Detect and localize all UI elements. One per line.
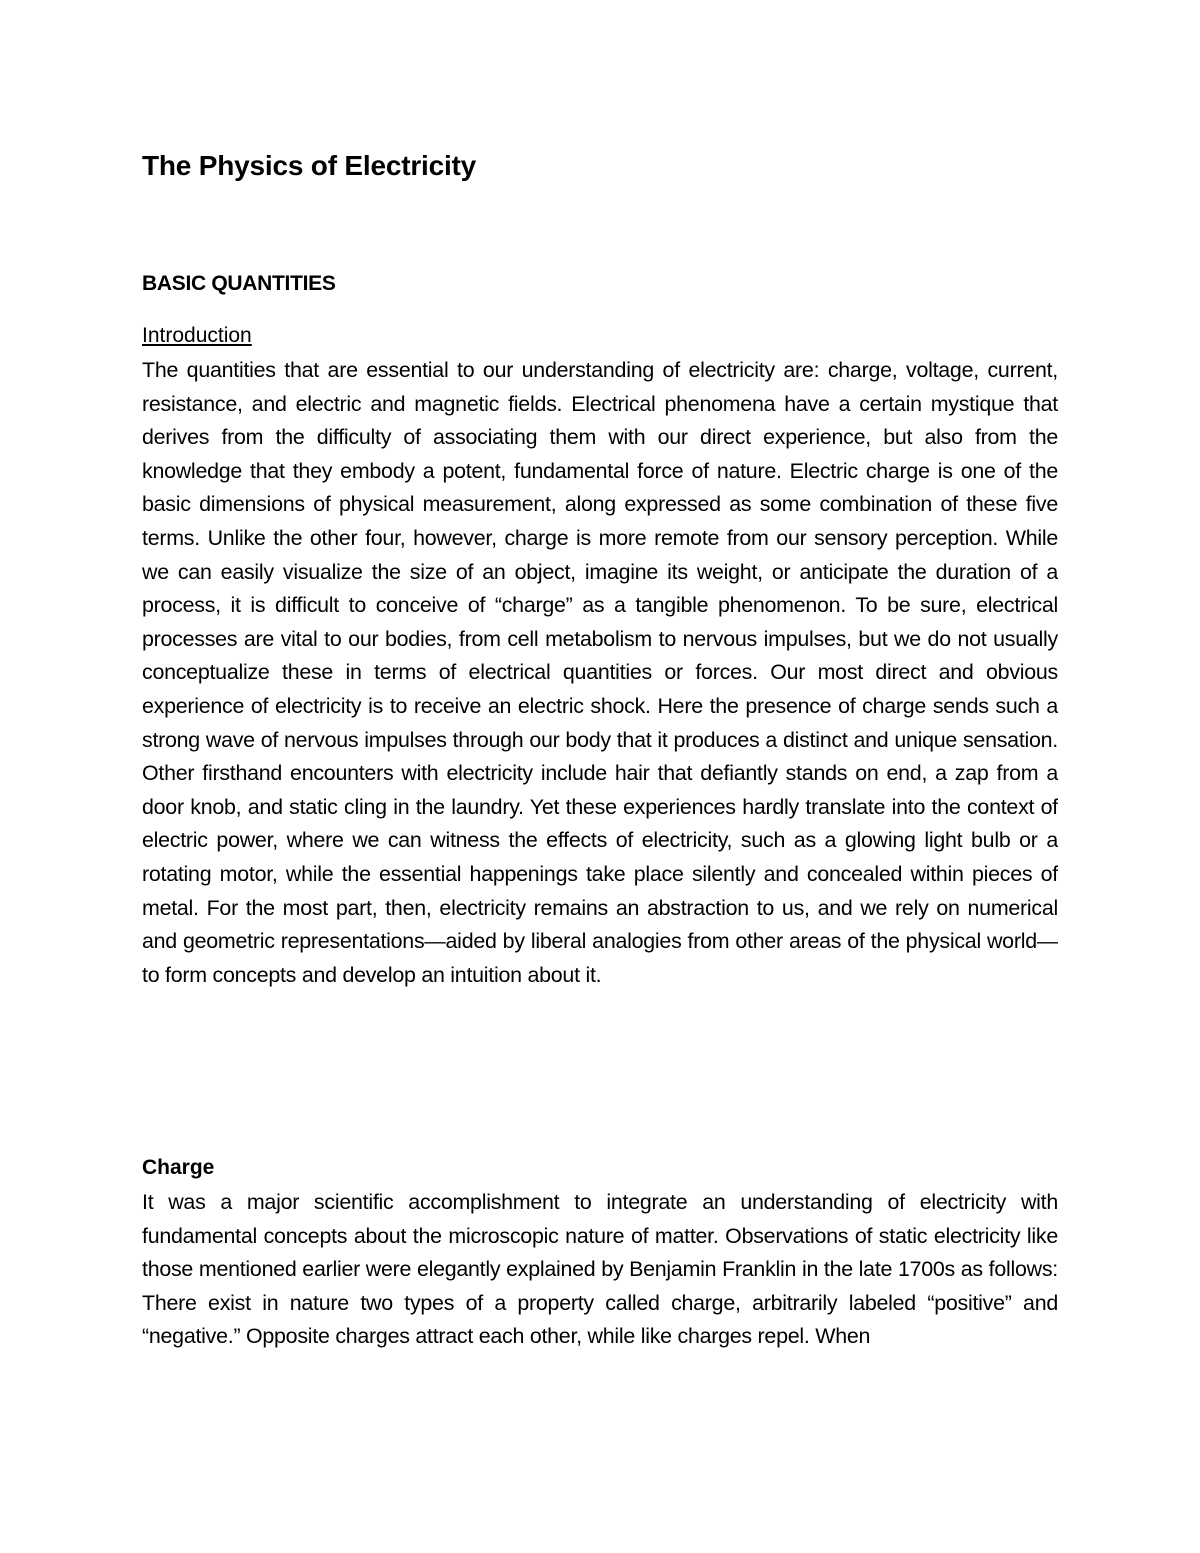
introduction-paragraph: The quantities that are essential to our understanding of electricity are: charge, voltage, current, resistance, and electric and magnetic fields. Electrical phenomena have a certain mystique that derives from the difficulty of associating them with our direct experience, but also from the knowledge that they embody a potent, fundamental force of nature. Electric charge is one of the basic dimensions of physical measurement, along expressed as some combination of these five terms. Unlike the other four, however, charge is more remote from our sensory perception. While we can easily visualize the size of an object, imagine its weight, or anticipate the duration of a process, it is difficult to conceive of “charge” as a tangible phenomenon. To be sure, electrical processes are vital to our bodies, from cell metabolism to nervous impulses, but we do not usually conceptualize these in terms of electrical quantities or forces. Our most direct and obvious experience of electricity is to receive an electric shock. Here the presence of charge sends such a strong wave of nervous impulses through our body that it produces a distinct and unique sensation. Other firsthand encounters with electricity include hair that defiantly stands on end, a zap from a door knob, and static cling in the laundry. Yet these experiences hardly translate into the context of electric power, where we can witness the effects of electricity, such as a glowing light bulb or a rotating motor, while the essential happenings take place silently and concealed within pieces of metal. For the most part, then, electricity remains an abstraction to us, and we rely on numerical and geometric representations—aided by liberal analogies from other areas of the physical world—to form concepts and develop an intuition about it. [142, 358, 1058, 987]
subsection-heading-charge: Charge [142, 1156, 215, 1179]
document-body [142, 148, 1058, 1422]
document-title: The Physics of Electricity [142, 150, 477, 181]
charge-paragraph: It was a major scientific accomplishment to integrate an understanding of electricity with fundamental concepts about the microscopic nature of matter. Observations of static electricity like those mentioned earlier were elegantly explained by Benjamin Franklin in the late 1700s as follows: There exist in nature two types of a property called charge, arbitrarily labeled “positive” and “negative.” Opposite charges attract each other, while like charges repel. When [142, 1190, 1058, 1349]
subsection-heading-introduction: Introduction [142, 324, 252, 347]
section-heading-basic-quantities: BASIC QUANTITIES [142, 272, 336, 295]
